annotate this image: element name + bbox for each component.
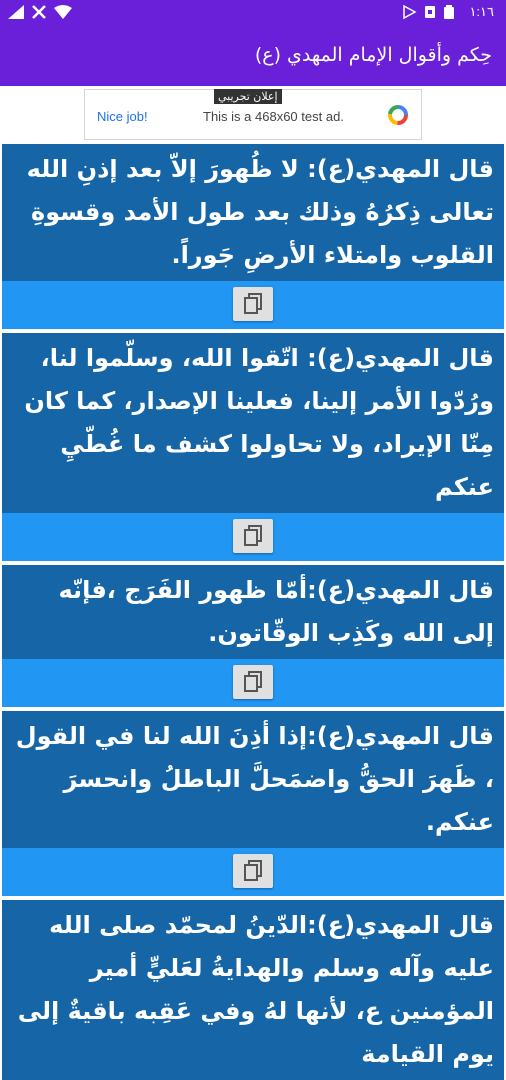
play-store-icon [402, 5, 416, 19]
copy-row [2, 848, 504, 896]
copy-icon [243, 860, 263, 882]
ad-body-text: This is a 468x60 test ad. [203, 109, 344, 124]
quote-card [0, 565, 506, 707]
quote-text: قال المهدي(ع): لا ظُهورَ إلاّ بعد إذنِ الله تعالى ذِكرُهُ وذلك بعد طول الأمد وقسوةِ القلوب وامتلاء الأرضِ جَوراً. [2, 144, 504, 281]
copy-button[interactable] [233, 665, 273, 699]
ad-headline[interactable]: Nice job! [97, 109, 148, 124]
ad-banner-container [0, 86, 506, 144]
signal-icon [8, 5, 24, 19]
ad-banner[interactable] [84, 89, 422, 140]
app-bar [0, 26, 506, 86]
status-time: ١:١٦ [469, 4, 494, 19]
copy-row [2, 659, 504, 707]
quote-text: قال المهدي(ع):الدّينُ لمحمّد صلى الله عليه وآله وسلم والهدايةُ لعَليٍّ أمير المؤمنين ع، لأنها لهُ وفي عَقِبه باقيةٌ إلى يوم القيامة [2, 900, 504, 1080]
copy-icon [243, 671, 263, 693]
status-left-icons [8, 5, 72, 19]
app-title: حِكم وأقوال الإمام المهدي (ع) [254, 44, 492, 66]
copy-icon [243, 293, 263, 315]
quote-card [0, 711, 506, 896]
status-right-icons [402, 5, 454, 19]
ad-label: إعلان تجريبي [214, 89, 282, 104]
copy-button[interactable] [233, 287, 273, 321]
no-wifi-icon [32, 5, 46, 19]
quote-card [0, 900, 506, 1080]
quote-card [0, 333, 506, 561]
copy-row [2, 513, 504, 561]
wifi-icon [54, 5, 72, 19]
notification-icon [424, 5, 436, 19]
copy-row [2, 281, 504, 329]
copy-icon [243, 525, 263, 547]
copy-button[interactable] [233, 519, 273, 553]
copy-button[interactable] [233, 854, 273, 888]
status-bar [0, 0, 506, 26]
quote-text: قال المهدي(ع): اتّقوا الله، وسلّموا لنا، ورُدّوا الأمر إلينا، فعلينا الإصدار، كما كان مِنّا الإيراد، ولا تحاولوا كشف ما غُطّيِ عنكم [2, 333, 504, 513]
quotes-list[interactable] [0, 144, 506, 1068]
battery-icon [444, 5, 454, 19]
quote-text: قال المهدي(ع):إذا أذِنَ الله لنا في القول ، ظَهرَ الحقُّ واضمَحلَّ الباطلُ وانحسرَ عنكم. [2, 711, 504, 848]
quote-card [0, 144, 506, 329]
quote-text: قال المهدي(ع):أمّا ظهور الفَرَج ،فإنّه إلى الله وكَذِب الوقّاتون. [2, 565, 504, 659]
ad-logo-icon [387, 104, 409, 126]
